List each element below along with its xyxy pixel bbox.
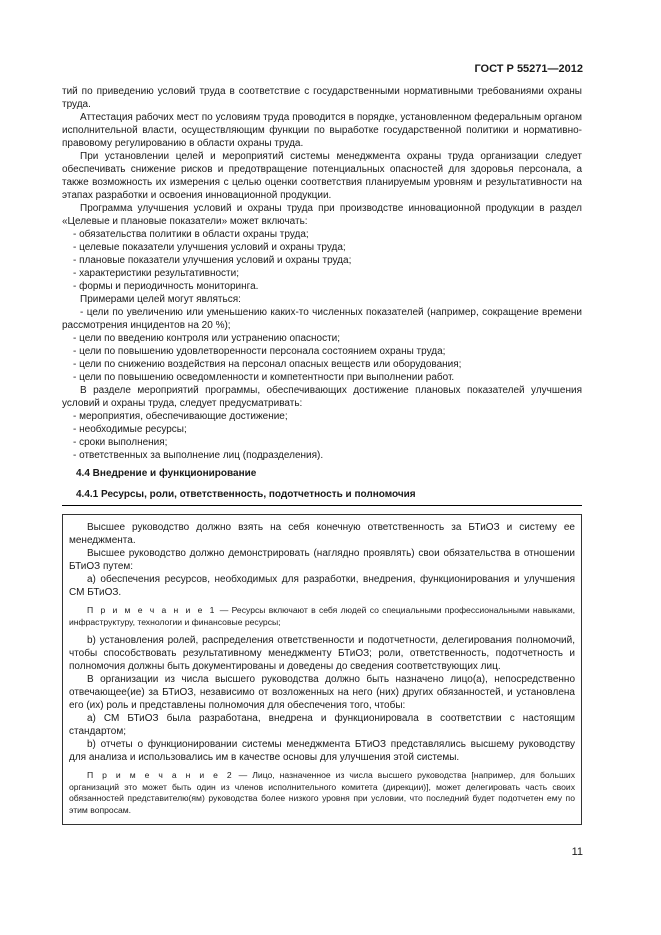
list-item: - цели по повышению удовлетворенности персонала состоянием охраны труда; (73, 346, 446, 357)
list-item: - формы и периодичность мониторинга. (73, 281, 259, 292)
list-item: - целевые показатели улучшения условий и охраны труда; (73, 242, 346, 253)
note (69, 605, 575, 628)
paragraph: Аттестация рабочих мест по условиям труда проводится в порядке, установленном федеральным органом исполнительной власти, осуществляющим функции по выработке государственной политики и нормативно-правовому регулированию в области охраны труда. (62, 112, 582, 149)
paragraph: В разделе мероприятий программы, обеспечивающих достижение плановых показателей улучшения условий и охраны труда, следует предусматривать: (62, 385, 582, 409)
list-item: - сроки выполнения; (73, 437, 168, 448)
list-item: - цели по повышению осведомленности и компетентности при выполнении работ. (73, 372, 455, 383)
list-item: - необходимые ресурсы; (73, 424, 187, 435)
section-heading: 4.4 Внедрение и функционирование (76, 468, 257, 479)
note-label: П р и м е ч а н и е 2 (87, 770, 234, 780)
paragraph: При установлении целей и мероприятий системы менеджмента охраны труда организации следует обеспечивать снижение рисков и предотвращение потенциальных опасностей для здоровья персонала, а также возможность их измерения с целью оценки соответствия планируемым уровням и результативности на этапах разработки и освоения инновационной продукции. (62, 151, 582, 201)
quoted-requirements-box (62, 514, 582, 825)
list-item: a) СМ БТиОЗ была разработана, внедрена и функционировала в соответствии с настоящим стандартом; (69, 713, 575, 737)
paragraph: Высшее руководство должно взять на себя конечную ответственность за БТиОЗ и систему ее менеджмента. (69, 522, 575, 546)
document-code: ГОСТ Р 55271—2012 (474, 63, 583, 75)
note-text: — Лицо, назначенное из числа высшего руководства [например, для больших организаций это может быть один из членов исполнительного комитета (дирекции)], может делегировать часть своих обязанностей представителю(ям) руководства более низкого уровня при условии, что последний будет подотчетен ему по этим вопросам. (69, 770, 575, 815)
note-text: — Ресурсы включают в себя людей со специальными профессиональными навыками, инфраструктуру, технологии и финансовые ресурсы; (69, 605, 576, 627)
subsection-heading: 4.4.1 Ресурсы, роли, ответственность, подотчетность и полномочия (76, 489, 416, 500)
note-label: П р и м е ч а н и е 1 (87, 605, 217, 615)
list-item: - плановые показатели улучшения условий и охраны труда; (73, 255, 352, 266)
list-item: b) установления ролей, распределения ответственности и подотчетности, делегирования полномочий, чтобы способствовать результативному менеджменту БТиОЗ; роли, ответственность, подотчетность и полномочия должны быть документированы и доведены до сведения соответствующих лиц. (69, 635, 575, 672)
note (69, 770, 575, 816)
list-item: - цели по увеличению или уменьшению каких-то численных показателей (например, сокращение времени рассмотрения инцидентов на 20 %); (62, 307, 582, 331)
list-item: - цели по введению контроля или устранению опасности; (73, 333, 341, 344)
divider (62, 505, 582, 506)
list-item: - цели по снижению воздействия на персонал опасных веществ или оборудования; (73, 359, 462, 370)
list-item: b) отчеты о функционировании системы менеджмента БТиОЗ представлялись высшему руководству для анализа и использовались им в качестве основы для улучшения этой системы. (69, 739, 575, 763)
paragraph: Примерами целей могут являться: (80, 294, 241, 305)
list-item: - ответственных за выполнение лиц (подразделения). (73, 450, 324, 461)
list-item: - характеристики результативности; (73, 268, 239, 279)
paragraph: В организации из числа высшего руководства должно быть назначено лицо(а), непосредственно отвечающее(ие) за БТиОЗ, независимо от возложенных на него (них) других обязанностей, и установлена его (их) роль и представлены полномочия для обеспечения того, чтобы: (69, 674, 575, 711)
paragraph: Программа улучшения условий и охраны труда при производстве инновационной продукции в раздел «Целевые и плановые показатели» может включать: (62, 203, 582, 227)
list-item: a) обеспечения ресурсов, необходимых для разработки, внедрения, функционирования и улучшения СМ БТиОЗ. (69, 574, 575, 598)
page-content (62, 85, 582, 825)
page-number: 11 (571, 846, 583, 858)
paragraph: Высшее руководство должно демонстрировать (наглядно проявлять) свои обязательства в отношении БТиОЗ путем: (69, 548, 575, 572)
list-item: - мероприятия, обеспечивающие достижение; (73, 411, 288, 422)
paragraph: тий по приведению условий труда в соответствие с государственными нормативными требованиями охраны труда. (62, 86, 582, 110)
list-item: - обязательства политики в области охраны труда; (73, 229, 309, 240)
